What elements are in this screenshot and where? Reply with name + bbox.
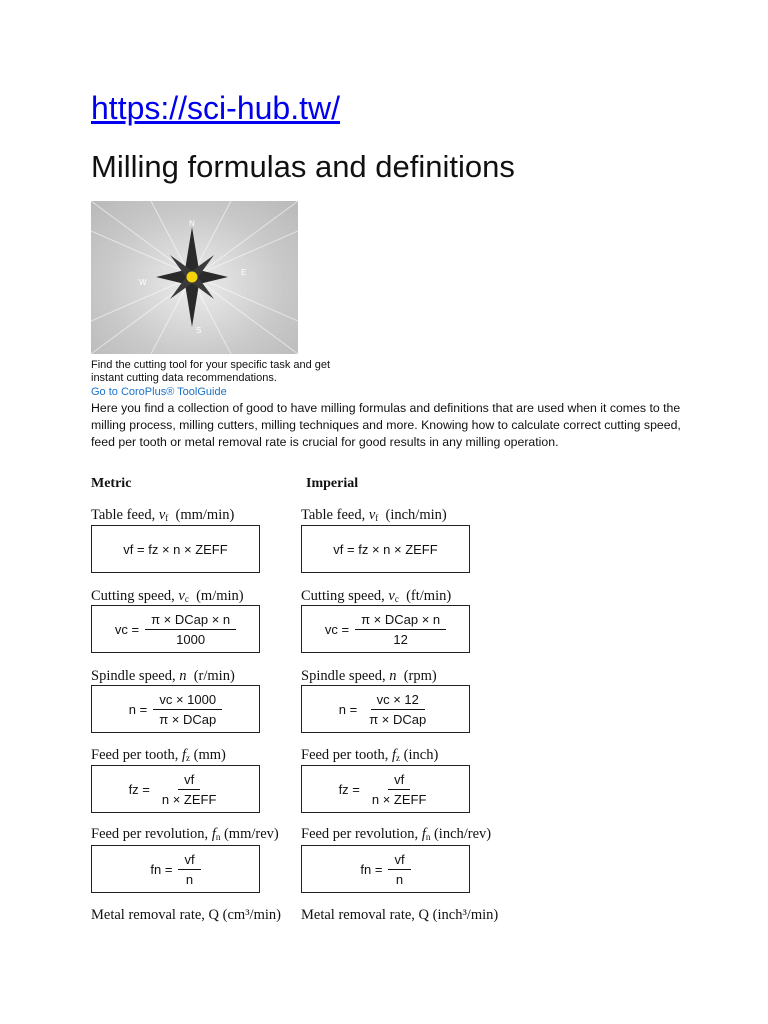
intro-paragraph: Here you find a collection of good to have milling formulas and definitions that are used when it comes to the milling process, milling cutters, milling techniques and more. Knowing how to calculate correct cutting speed, feed per tooth or metal removal rate is crucial for good results in any milling operation.	[91, 401, 681, 449]
feed-per-rev-imperial-formula: fn = $\frac{vf}{n}$	[301, 845, 470, 893]
feed-per-tooth-metric-label: Feed per tooth, $f_z$ (mm)	[91, 747, 226, 763]
cutting-speed-metric-label: Cutting speed, $v_c$ (m/min)	[91, 588, 244, 604]
spindle-speed-metric-label: Spindle speed, n (r/min)	[91, 668, 235, 684]
cutting-speed-imperial-label: Cutting speed, $v_c$ (ft/min)	[301, 588, 452, 604]
svg-text:N: N	[189, 219, 195, 228]
metal-removal-rate-metric-label: Metal removal rate, Q (cm³/min)	[91, 907, 281, 923]
feed-per-rev-metric-label: Feed per revolution, $f_n$ (mm/rev)	[91, 826, 279, 842]
compass-hero-image	[91, 201, 298, 354]
cutting-speed-metric-formula: vc = $\frac{\text{π × DCap × n}}{1000}$	[91, 605, 260, 653]
feed-per-rev-metric-formula: fn = $\frac{vf}{n}$	[91, 845, 260, 893]
feed-per-tooth-metric-formula: fz = $\frac{vf}{\text{n × ZEFF}}$	[91, 765, 260, 813]
toolguide-link[interactable]: Go to CoroPlus® ToolGuide	[91, 386, 227, 398]
caption-text: Find the cutting tool for your specific task and get instant cutting data recommendations.	[91, 359, 331, 384]
page-title: Milling formulas and definitions	[91, 149, 515, 184]
metric-column-heading: Metric	[91, 476, 132, 491]
table-feed-imperial-label: Table feed, $v_f$ (inch/min)	[301, 507, 447, 523]
feed-per-tooth-imperial-label: Feed per tooth, $f_z$ (inch)	[301, 747, 439, 763]
metal-removal-rate-imperial-label: Metal removal rate, Q (inch³/min)	[301, 907, 499, 923]
source-url-link[interactable]: https://sci-hub.tw/	[91, 90, 340, 126]
table-feed-metric-label: Table feed, $v_f$ (mm/min)	[91, 507, 235, 523]
svg-text:E: E	[241, 268, 247, 277]
compass-icon	[91, 201, 298, 354]
table-feed-imperial-formula: vf = fz × n × ZEFF	[301, 525, 470, 573]
spindle-speed-imperial-formula: n = $\frac{vc \times 12}{\text{π × DCap}}$	[301, 685, 470, 733]
table-feed-metric-formula: vf = fz × n × ZEFF	[91, 525, 260, 573]
cutting-speed-imperial-formula: vc = $\frac{\text{π × DCap × n}}{12}$	[301, 605, 470, 653]
imperial-column-heading: Imperial	[306, 476, 359, 491]
svg-text:W: W	[139, 278, 147, 287]
feed-per-rev-imperial-label: Feed per revolution, $f_n$ (inch/rev)	[301, 826, 492, 842]
spindle-speed-metric-formula: n = $\frac{vc \times 1000}{\text{π × DCap}}$	[91, 685, 260, 733]
feed-per-tooth-imperial-formula: fz = $\frac{vf}{\text{n × ZEFF}}$	[301, 765, 470, 813]
spindle-speed-imperial-label: Spindle speed, n (rpm)	[301, 668, 437, 684]
svg-text:S: S	[196, 326, 202, 335]
